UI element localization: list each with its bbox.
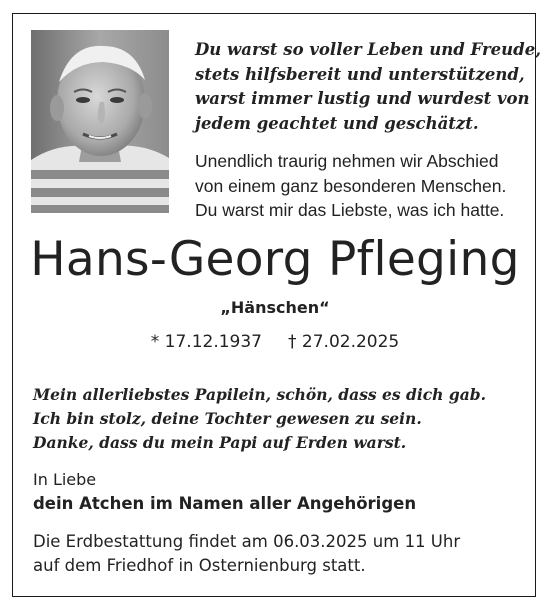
portrait-photo bbox=[31, 30, 169, 213]
farewell-text bbox=[195, 149, 525, 223]
life-dates bbox=[0, 330, 550, 354]
tribute-line: Ich bin stolz, deine Tochter gewesen zu sein. bbox=[33, 409, 422, 428]
funeral-line: Die Erdbestattung findet am 06.03.2025 um 11 Uhr bbox=[33, 532, 461, 551]
death-date: † 27.02.2025 bbox=[288, 332, 400, 352]
poem-line: Du warst so voller Leben und Freude, bbox=[195, 40, 541, 59]
birth-date: * 17.12.1937 bbox=[150, 332, 262, 352]
funeral-info bbox=[33, 530, 533, 578]
farewell-line: Du warst mir das Liebste, was ich hatte. bbox=[195, 200, 505, 220]
poem-line: jedem geachtet und geschätzt. bbox=[195, 113, 479, 133]
farewell-line: von einem ganz besonderen Menschen. bbox=[195, 175, 507, 196]
deceased-name: Hans-Georg Pfleging bbox=[30, 232, 520, 287]
tribute-line: Danke, dass du mein Papi auf Erden warst. bbox=[33, 433, 407, 452]
tribute-text bbox=[33, 383, 523, 455]
poem bbox=[195, 38, 541, 136]
poem-line: warst immer lustig und wurdest von bbox=[195, 89, 530, 108]
in-love-label: In Liebe bbox=[33, 470, 97, 489]
farewell-line: Unendlich traurig nehmen wir Abschied bbox=[195, 151, 499, 171]
poem-line: stets hilfsbereit und unterstützend, bbox=[195, 64, 525, 84]
deceased-nickname: „Hänschen“ bbox=[220, 298, 330, 317]
funeral-line: auf dem Friedhof in Osternienburg statt. bbox=[33, 556, 366, 575]
signature: dein Atchen im Namen aller Angehörigen bbox=[33, 494, 417, 513]
portrait-photo-icon bbox=[31, 30, 169, 213]
tribute-line: Mein allerliebstes Papilein, schön, dass es dich gab. bbox=[33, 385, 486, 404]
